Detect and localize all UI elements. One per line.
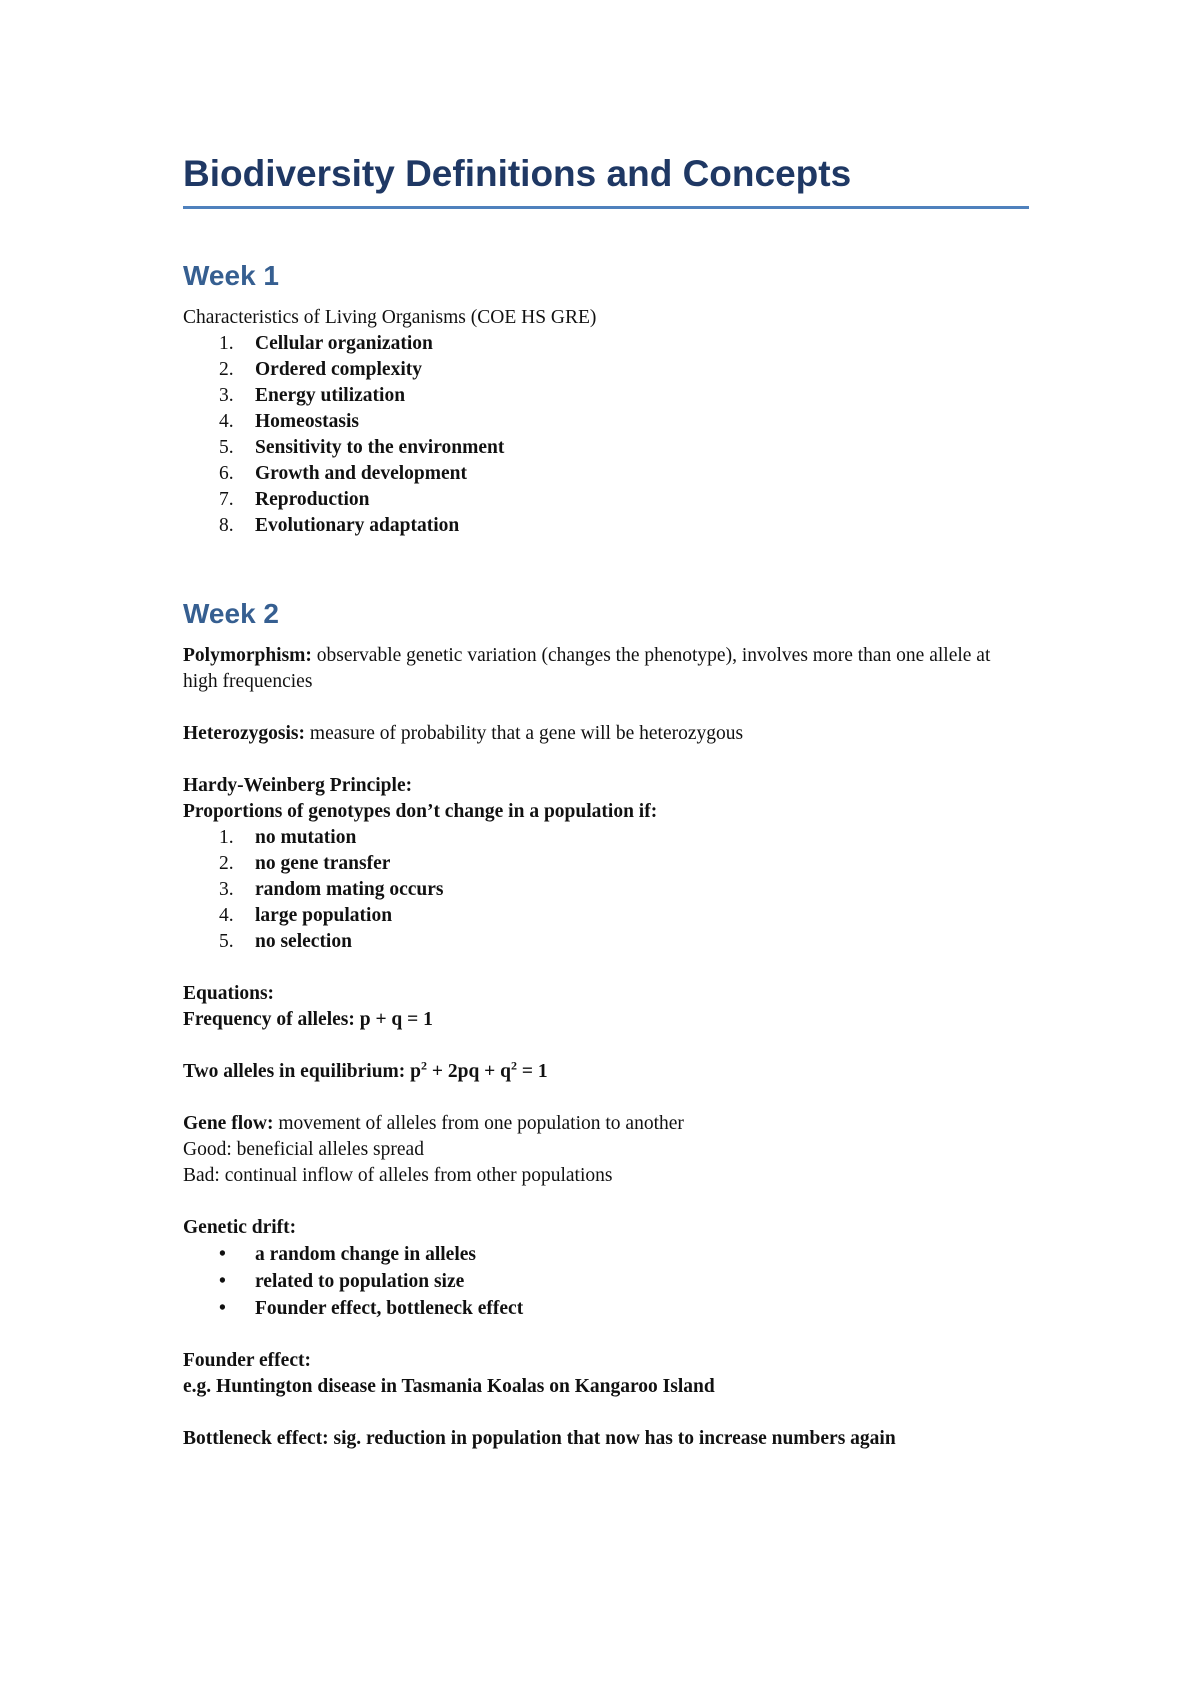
gene-flow-definition <box>183 1111 1029 1137</box>
genetic-drift-label: Genetic drift: <box>183 1217 297 1238</box>
list-item <box>183 903 1029 929</box>
document-body <box>183 150 1029 1452</box>
list-number: 2. <box>219 853 234 874</box>
list-item-text: Reproduction <box>255 489 370 510</box>
list-item <box>183 435 1029 461</box>
list-item-text: Evolutionary adaptation <box>255 515 460 536</box>
allele-frequency-equation: Frequency of alleles: p + q = 1 <box>183 1009 433 1030</box>
bullet-icon: • <box>219 1244 226 1265</box>
gene-flow-good: Good: beneficial alleles spread <box>183 1139 424 1160</box>
list-item-text: Growth and development <box>255 463 467 484</box>
list-number: 8. <box>219 515 234 536</box>
list-item <box>183 851 1029 877</box>
polymorphism-label: Polymorphism: <box>183 645 312 666</box>
bottleneck-effect-text: sig. reduction in population that now has to increase numbers again <box>328 1428 896 1449</box>
list-number: 4. <box>219 411 234 432</box>
list-item <box>183 357 1029 383</box>
gene-flow-bad: Bad: continual inflow of alleles from other populations <box>183 1165 613 1186</box>
heterozygosis-label: Heterozygosis: <box>183 723 306 744</box>
week1-heading: Week 1 <box>183 260 279 291</box>
list-item-text: Cellular organization <box>255 333 433 354</box>
list-number: 7. <box>219 489 234 510</box>
equilibrium-mid: + 2pq + q <box>427 1061 512 1082</box>
gene-flow-text: movement of alleles from one population to another <box>273 1113 684 1134</box>
equilibrium-suffix: = 1 <box>517 1061 548 1082</box>
genetic-drift-list <box>183 1241 1029 1322</box>
list-item <box>183 877 1029 903</box>
list-item-text: large population <box>255 905 393 926</box>
bullet-icon: • <box>219 1298 226 1319</box>
equilibrium-prefix: Two alleles in equilibrium: p <box>183 1061 421 1082</box>
superscript: 2 <box>511 1058 518 1073</box>
characteristics-list <box>183 331 1029 539</box>
equilibrium-equation <box>183 1059 1029 1085</box>
list-item-text: Homeostasis <box>255 411 359 432</box>
list-item <box>183 409 1029 435</box>
list-item-text: Founder effect, bottleneck effect <box>255 1298 524 1319</box>
list-item <box>183 825 1029 851</box>
heterozygosis-definition <box>183 721 1029 747</box>
list-item-text: a random change in alleles <box>255 1244 477 1265</box>
list-item-text: Sensitivity to the environment <box>255 437 505 458</box>
bottleneck-effect-label: Bottleneck effect: <box>183 1428 329 1449</box>
list-item <box>183 1295 1029 1322</box>
list-number: 4. <box>219 905 234 926</box>
hardy-weinberg-label: Hardy-Weinberg Principle: <box>183 775 413 796</box>
list-number: 2. <box>219 359 234 380</box>
list-number: 1. <box>219 827 234 848</box>
list-item-text: related to population size <box>255 1271 465 1292</box>
list-item <box>183 383 1029 409</box>
list-item <box>183 513 1029 539</box>
bullet-icon: • <box>219 1271 226 1292</box>
founder-effect-example: e.g. Huntington disease in Tasmania Koalas on Kangaroo Island <box>183 1376 715 1397</box>
list-item <box>183 1268 1029 1295</box>
list-item <box>183 487 1029 513</box>
document-title: Biodiversity Definitions and Concepts <box>183 150 1029 209</box>
polymorphism-definition <box>183 643 1029 695</box>
week2-heading: Week 2 <box>183 598 279 629</box>
list-number: 5. <box>219 437 234 458</box>
list-number: 6. <box>219 463 234 484</box>
equations-label: Equations: <box>183 983 275 1004</box>
list-item-text: no gene transfer <box>255 853 391 874</box>
list-item-text: Energy utilization <box>255 385 406 406</box>
list-item <box>183 1241 1029 1268</box>
list-number: 5. <box>219 931 234 952</box>
list-item-text: no mutation <box>255 827 357 848</box>
list-item <box>183 461 1029 487</box>
hardy-weinberg-intro: Proportions of genotypes don’t change in a population if: <box>183 801 658 822</box>
list-item-text: random mating occurs <box>255 879 444 900</box>
list-number: 1. <box>219 333 234 354</box>
founder-effect-label: Founder effect: <box>183 1350 311 1371</box>
heterozygosis-text: measure of probability that a gene will be heterozygous <box>305 723 744 744</box>
superscript: 2 <box>421 1058 427 1073</box>
list-number: 3. <box>219 879 234 900</box>
list-item <box>183 331 1029 357</box>
polymorphism-text: observable genetic variation (changes the phenotype), involves more than one allele at high frequencies <box>183 645 991 692</box>
characteristics-title: Characteristics of Living Organisms (COE HS GRE) <box>183 307 597 328</box>
gene-flow-label: Gene flow: <box>183 1113 274 1134</box>
hardy-weinberg-list <box>183 825 1029 955</box>
list-item <box>183 929 1029 955</box>
list-item-text: Ordered complexity <box>255 359 422 380</box>
bottleneck-effect-definition <box>183 1426 1029 1452</box>
list-item-text: no selection <box>255 931 352 952</box>
list-number: 3. <box>219 385 234 406</box>
